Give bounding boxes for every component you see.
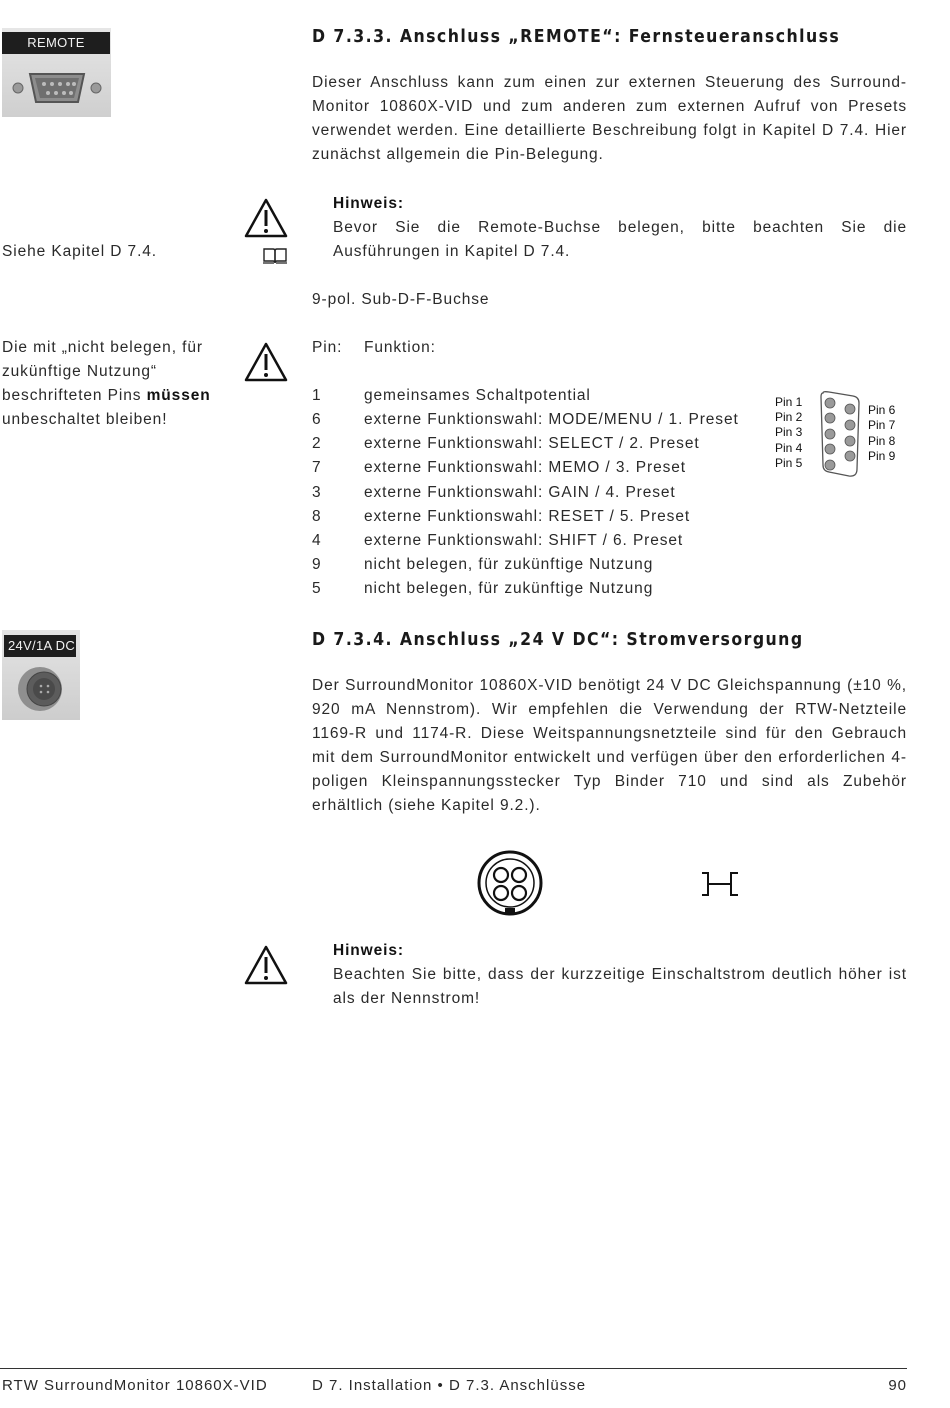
warning-icon [243,341,289,383]
pin-function: externe Funktionswahl: GAIN / 4. Preset [364,484,676,501]
pin-function: externe Funktionswahl: MEMO / 3. Preset [364,459,686,476]
pin-label: Pin 9 [868,449,896,463]
pin-number: 1 [312,387,322,404]
pin-number: 7 [312,459,322,476]
pin-number: 4 [312,532,322,549]
warning-icon [243,197,289,239]
power-paragraph: Der SurroundMonitor 10860X-VID benötigt 24 V DC Gleichspannung (±10 %, 920 mA Nennstrom). Wir empfehlen die Verwendung der RTW-Netzteile 1169-R und 1174-R. Diese Weitspannungsnetzteile sind für den Gebrauch mit dem SurroundMonitor entwickelt und verfügen über den erforderlichen 4-poligen Kleinspannungsstecker Typ Binder 710 und sind als Zubehör erhältlich (siehe Kapitel 9.2.). [312,677,907,814]
footer-product: RTW SurroundMonitor 10860X-VID [2,1377,268,1394]
pin-function: nicht belegen, für zukünftige Nutzung [364,580,654,597]
sub-d-pinout-icon [817,389,863,477]
pin-function: nicht belegen, für zukünftige Nutzung [364,556,654,573]
section-title-remote: D 7.3.3. Anschluss „REMOTE“: Fernsteueranschluss [312,27,841,47]
dc-panel-label: 24V/1A DC [4,635,76,657]
pin-number: 3 [312,484,322,501]
pin-number: 6 [312,411,322,428]
book-icon [262,246,288,266]
pin-label: Pin 6 [868,403,896,417]
margin-warning-text-end: unbeschaltet bleiben! [2,411,168,428]
pin-function: externe Funktionswahl: SELECT / 2. Preset [364,435,700,452]
note-text: Beachten Sie bitte, dass der kurzzeitige Einschaltstrom deutlich höher ist als der Nennstrom! [333,966,907,1007]
pinout-diagram [772,389,912,479]
pin-table [312,336,772,606]
margin-warning-emphasis: müssen [146,387,211,404]
section-title-power: D 7.3.4. Anschluss „24 V DC“: Stromversorgung [312,630,804,650]
note-title: Hinweis: [333,195,404,212]
margin-warning [2,336,217,432]
margin-warning-text: Die mit „nicht belegen, für zukünftige Nutzung“ beschrifteten Pins [2,339,203,404]
pin-label: Pin 5 [775,456,803,470]
plug-symbol-icon [700,871,740,897]
sub-d-socket-icon [2,56,111,116]
four-pin-plug-icon [477,850,543,918]
dc-socket-icon [2,660,80,720]
pin-label: Pin 4 [775,441,803,455]
footer-rule [0,1368,907,1369]
pin-label: Pin 1 [775,395,803,409]
remote-panel-label: REMOTE [2,32,110,54]
pin-number: 5 [312,580,322,597]
margin-reference: Siehe Kapitel D 7.4. [2,243,158,260]
remote-panel-photo [2,28,111,117]
pin-label: Pin 3 [775,425,803,439]
function-column-header: Funktion: [364,339,436,356]
connector-type: 9-pol. Sub-D-F-Buchse [312,291,490,308]
note-title: Hinweis: [333,942,404,959]
page-number: 90 [888,1377,907,1394]
pin-function: externe Funktionswahl: MODE/MENU / 1. Preset [364,411,739,428]
pin-label: Pin 7 [868,418,896,432]
pin-function: gemeinsames Schaltpotential [364,387,591,404]
pin-label: Pin 2 [775,410,803,424]
pin-column-header: Pin: [312,339,343,356]
pin-number: 9 [312,556,322,573]
pin-label: Pin 8 [868,434,896,448]
footer-chapter: D 7. Installation • D 7.3. Anschlüsse [312,1377,587,1394]
remote-intro-paragraph: Dieser Anschluss kann zum einen zur externen Steuerung des Surround-Monitor 10860X-VID und zum anderen zum externen Aufruf von Presets verwendet werden. Eine detaillierte Beschreibung folgt in Kapitel D 7.4. Hier zunächst allgemein die Pin-Belegung. [312,74,907,163]
pin-number: 8 [312,508,322,525]
pin-function: externe Funktionswahl: RESET / 5. Preset [364,508,691,525]
note-text: Bevor Sie die Remote-Buchse belegen, bitte beachten Sie die Ausführungen in Kapitel D 7.4. [333,219,907,260]
dc-panel-photo [2,630,80,720]
pin-number: 2 [312,435,322,452]
pin-function: externe Funktionswahl: SHIFT / 6. Preset [364,532,684,549]
warning-icon [243,944,289,986]
